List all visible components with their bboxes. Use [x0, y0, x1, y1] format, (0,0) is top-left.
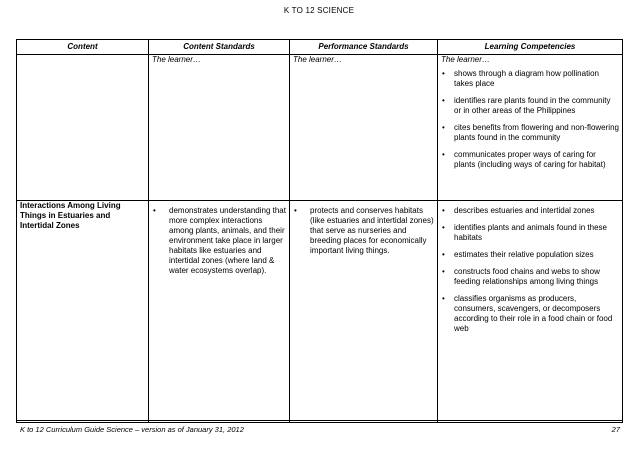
- standards-list: [152, 206, 286, 276]
- competency-list: [441, 69, 619, 170]
- page-header: K TO 12 SCIENCE: [283, 6, 355, 15]
- table-header-row: [17, 40, 623, 55]
- footer-guide-text: K to 12 Curriculum Guide Science – version as of January 31, 2012: [20, 425, 244, 434]
- cell-learning-competencies: [438, 55, 623, 201]
- list-item: • communicates proper ways of caring for plants (including ways of caring for habitat): [441, 150, 619, 170]
- cell-content-standards: [149, 55, 290, 201]
- list-item: • estimates their relative population sizes: [441, 250, 619, 260]
- col-header-content-standards: Content Standards: [149, 40, 290, 55]
- list-item: • identifies rare plants found in the community or in other areas of the Philippines: [441, 96, 619, 116]
- learner-intro: The learner…: [293, 55, 342, 64]
- table-row: [17, 201, 623, 423]
- list-item: • protects and conserves habitats (like estuaries and intertidal zones) that serve as nurseries and breeding places for economically important living things.: [293, 206, 434, 256]
- list-item: • describes estuaries and intertidal zones: [441, 206, 619, 216]
- learner-intro: The learner…: [152, 55, 201, 64]
- list-item: • identifies plants and animals found in these habitats: [441, 223, 619, 243]
- list-item: • cites benefits from flowering and non-flowering plants found in the community: [441, 123, 619, 143]
- list-item: • classifies organisms as producers, consumers, scavengers, or decomposers according to their role in a food chain or food web: [441, 294, 619, 334]
- list-item: • demonstrates understanding that more complex interactions among plants, animals, and their environment take place in larger habitats like estuaries and intertidal zones (where land & water ecosystems overlap).: [152, 206, 286, 276]
- list-item: • shows through a diagram how pollination takes place: [441, 69, 619, 89]
- cell-performance-standards: [290, 201, 438, 423]
- col-header-content: Content: [17, 40, 149, 55]
- competency-list: [441, 206, 619, 334]
- cell-content-standards: [149, 201, 290, 423]
- cell-content: Interactions Among Living Things in Estuaries and Intertidal Zones: [17, 201, 149, 423]
- page-number: 27: [611, 425, 620, 434]
- list-item: • constructs food chains and webs to show feeding relationships among living things: [441, 267, 619, 287]
- cell-performance-standards: [290, 55, 438, 201]
- col-header-learning-competencies: Learning Competencies: [438, 40, 623, 55]
- col-header-performance-standards: Performance Standards: [290, 40, 438, 55]
- learner-intro: The learner…: [441, 55, 490, 64]
- cell-content: [17, 55, 149, 201]
- curriculum-table: [16, 39, 623, 423]
- cell-learning-competencies: [438, 201, 623, 423]
- standards-list: [293, 206, 434, 256]
- footer-divider: [16, 420, 622, 421]
- table-row: [17, 55, 623, 201]
